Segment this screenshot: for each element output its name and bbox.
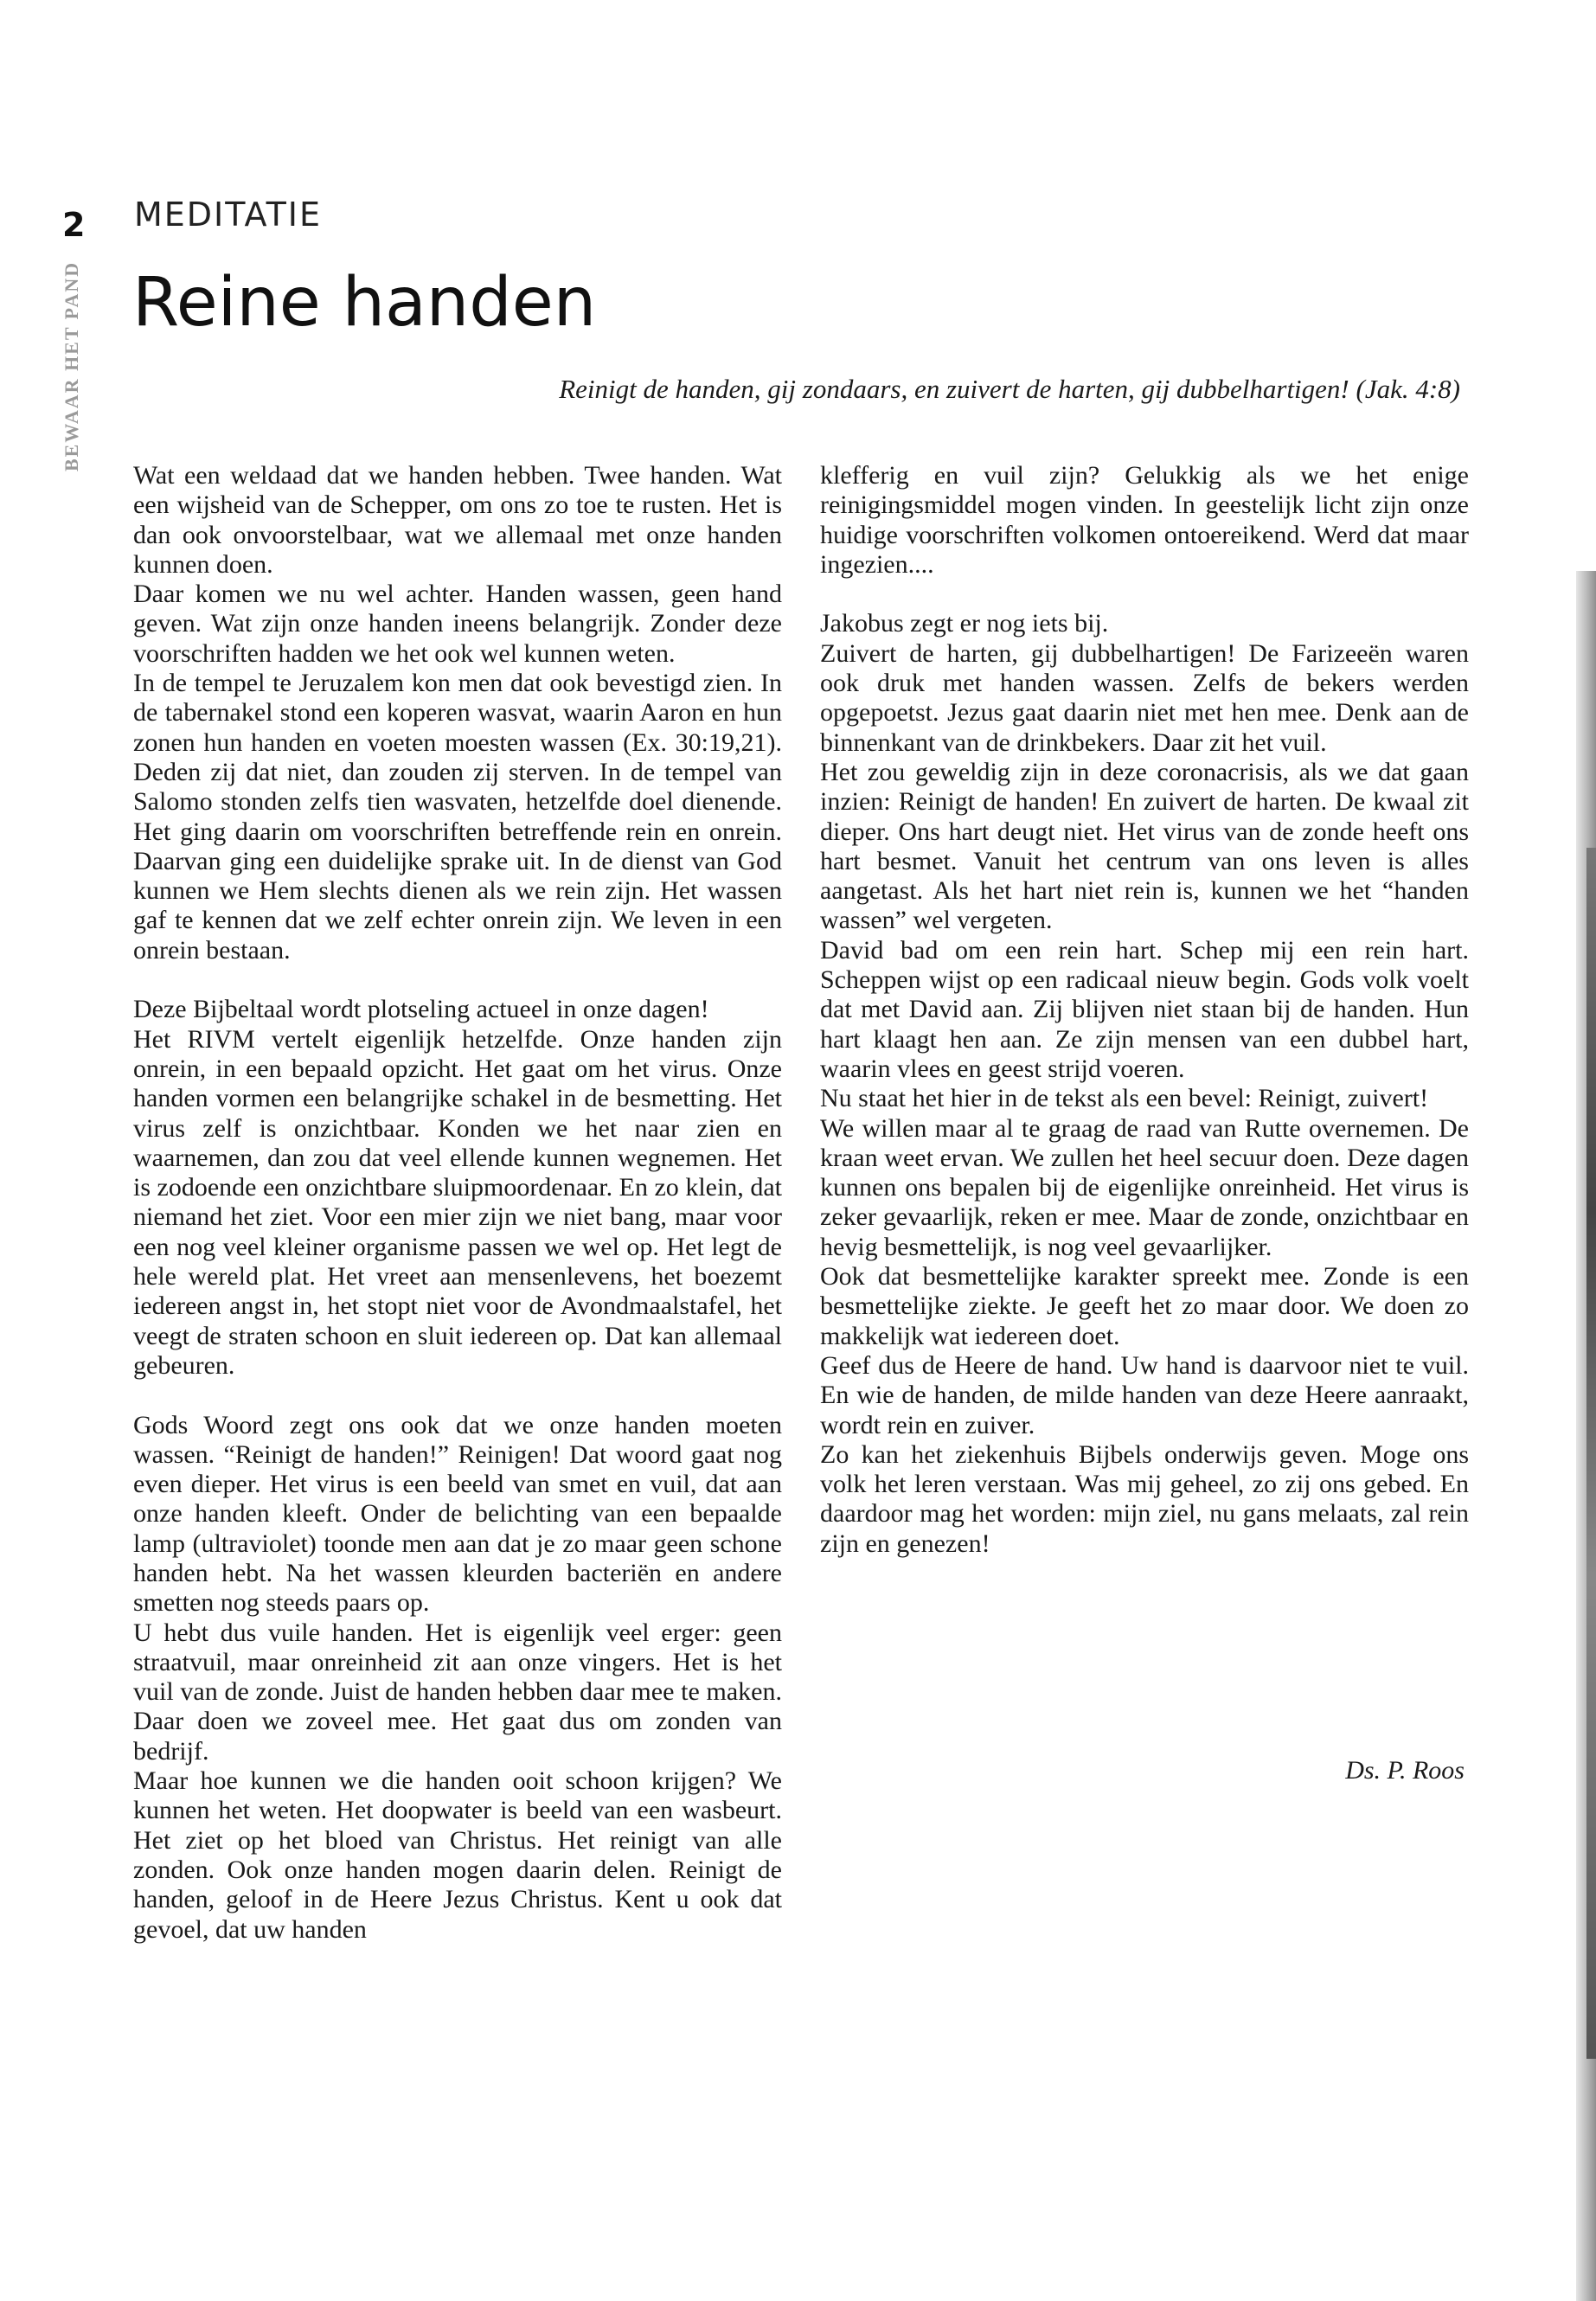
article-title: Reine handen <box>132 264 597 342</box>
photo-edge-shadow <box>1586 848 1596 2059</box>
page-number: 2 <box>62 206 86 244</box>
paragraph: Het zou geweldig zijn in deze coronacrisis, als we dat gaan inzien: Reinigt de handen! En zuivert de harten. De kwaal zit dieper. Ons hart deugt niet. Het virus van de zonde heeft ons hart besmet. Vanuit het centrum van ons leven is alles aangetast. Als het hart niet rein is, kunnen we het “handen wassen” wel vergeten. <box>820 757 1469 935</box>
paragraph: Gods Woord zegt ons ook dat we onze handen moeten wassen. “Reinigt de handen!” Reinigen! Dat woord gaat nog even dieper. Het virus is een beeld van smet en vuil, dat aan onze handen kleeft. Onder de belichting van een bepaalde lamp (ultraviolet) toonde men aan dat je zo maar geen schone handen hebt. Na het wassen kleurden bacteriën en andere smetten nog steeds paars op. <box>133 1410 782 1618</box>
paragraph: Wat een weldaad dat we handen hebben. Twee handen. Wat een wijsheid van de Schepper, om ons zo toe te rusten. Het is dan ook onvoorstelbaar, wat we allemaal met onze handen kunnen doen. <box>133 461 782 579</box>
right-column <box>820 461 1469 1559</box>
paragraph: Ook dat besmettelijke karakter spreekt mee. Zonde is een besmettelijke ziekte. Je geeft het zo maar door. We doen zo makkelijk wat iedereen doet. <box>820 1262 1469 1350</box>
paragraph: Zuivert de harten, gij dubbelhartigen! De Farizeeën waren ook druk met handen wassen. Zelfs de bekers werden opgepoetst. Jezus gaat daarin niet met hen mee. Denk aan de binnenkant van de drinkbekers. Daar zit het vuil. <box>820 638 1469 757</box>
paragraph: Jakobus zegt er nog iets bij. <box>820 609 1109 638</box>
author-signature: Ds. P. Roos <box>1345 1756 1465 1785</box>
paragraph: Maar hoe kunnen we die handen ooit schoon krijgen? We kunnen het weten. Het doopwater is beeld van een wasbeurt. Het ziet op het bloed van Christus. Het reinigt van alle zonden. Ook onze handen mogen daarin delen. Reinigt de handen, geloof in de Heere Jezus Christus. Kent u ook dat gevoel, dat uw handen <box>133 1766 782 1944</box>
paragraph: Deze Bijbeltaal wordt plotseling actueel in onze dagen! <box>133 995 709 1024</box>
paragraph: klefferig en vuil zijn? Gelukkig als we het enige reinigingsmiddel mogen vinden. In geestelijk licht zijn onze huidige voorschriften volkomen ontoereikend. Werd dat maar ingezien.... <box>820 461 1469 579</box>
section-label: MEDITATIE <box>134 195 322 234</box>
paragraph: David bad om een rein hart. Schep mij een rein hart. Scheppen wijst op een radicaal nieuw begin. Gods volk voelt dat met David aan. Zij blijven niet staan bij de handen. Hun hart klaagt hen aan. Ze zijn mensen van een dubbel hart, waarin vlees en geest strijd voeren. <box>820 935 1469 1083</box>
paragraph: Zo kan het ziekenhuis Bijbels onderwijs geven. Moge ons volk het leren verstaan. Was mij geheel, zo zij ons gebed. En daardoor mag het worden: mijn ziel, nu gans melaats, zal rein zijn en genezen! <box>820 1439 1469 1558</box>
epigraph-quote: Reinigt de handen, gij zondaars, en zuivert de harten, gij dubbelhartigen! (Jak. 4:8) <box>559 374 1460 404</box>
side-label: BEWAAR HET PAND <box>61 260 82 471</box>
paragraph: U hebt dus vuile handen. Het is eigenlijk veel erger: geen straatvuil, maar onreinheid zit aan onze vingers. Het is het vuil van de zonde. Juist de handen hebben daar mee te maken. Daar doen we zoveel mee. Het gaat dus om zonden van bedrijf. <box>133 1618 782 1766</box>
paragraph: Nu staat het hier in de tekst als een bevel: Reinigt, zuivert! <box>820 1084 1429 1113</box>
paragraph: We willen maar al te graag de raad van Rutte overnemen. De kraan weet ervan. We zullen het heel secuur doen. Deze dagen kunnen ons bepalen bij de eigenlijke onreinheid. Het virus is zeker gevaarlijk, reken er mee. Maar de zonde, onzichtbaar en hevig besmettelijk, is nog veel gevaarlijker. <box>820 1113 1469 1261</box>
paragraph: Daar komen we nu wel achter. Handen wassen, geen hand geven. Wat zijn onze handen ineens belangrijk. Zonder deze voorschriften hadden we het ook wel kunnen weten. <box>133 580 782 668</box>
left-column <box>133 461 782 1945</box>
paragraph: Geef dus de Heere de hand. Uw hand is daarvoor niet te vuil. En wie de handen, de milde handen van deze Heere aanraakt, wordt rein en zuiver. <box>820 1350 1469 1439</box>
paragraph: Het RIVM vertelt eigenlijk hetzelfde. Onze handen zijn onrein, in een bepaald opzicht. Het gaat om het virus. Onze handen vormen een belangrijke schakel in de besmetting. Het virus zelf is onzichtbaar. Konden we het naar zien en waarnemen, dan zou dat veel ellende kunnen wegnemen. Het is zodoende een onzichtbare sluipmoordenaar. En zo klein, dat niemand het ziet. Voor een mier zijn we niet bang, maar voor een nog veel kleiner organisme passen we wel op. Het legt de hele wereld plat. Het vreet aan mensenlevens, het boezemt iedereen angst in, het stopt niet voor de Avondmaalstafel, het veegt de straten schoon en sluit iedereen op. Dat kan allemaal gebeuren. <box>133 1024 782 1380</box>
paragraph: In de tempel te Jeruzalem kon men dat ook bevestigd zien. In de tabernakel stond een koperen wasvat, waarin Aaron en hun zonen hun handen en voeten moesten wassen (Ex. 30:19,21). Deden zij dat niet, dan zouden zij sterven. In de tempel van Salomo stonden zelfs tien wasvaten, hetzelfde doel dienende. Het ging daarin om voorschriften betreffende rein en onrein. Daarvan ging een duidelijke sprake uit. In de dienst van God kunnen we Hem slechts dienen als we rein zijn. Het wassen gaf te kennen dat we zelf echter onrein zijn. We leven in een onrein bestaan. <box>133 669 782 965</box>
